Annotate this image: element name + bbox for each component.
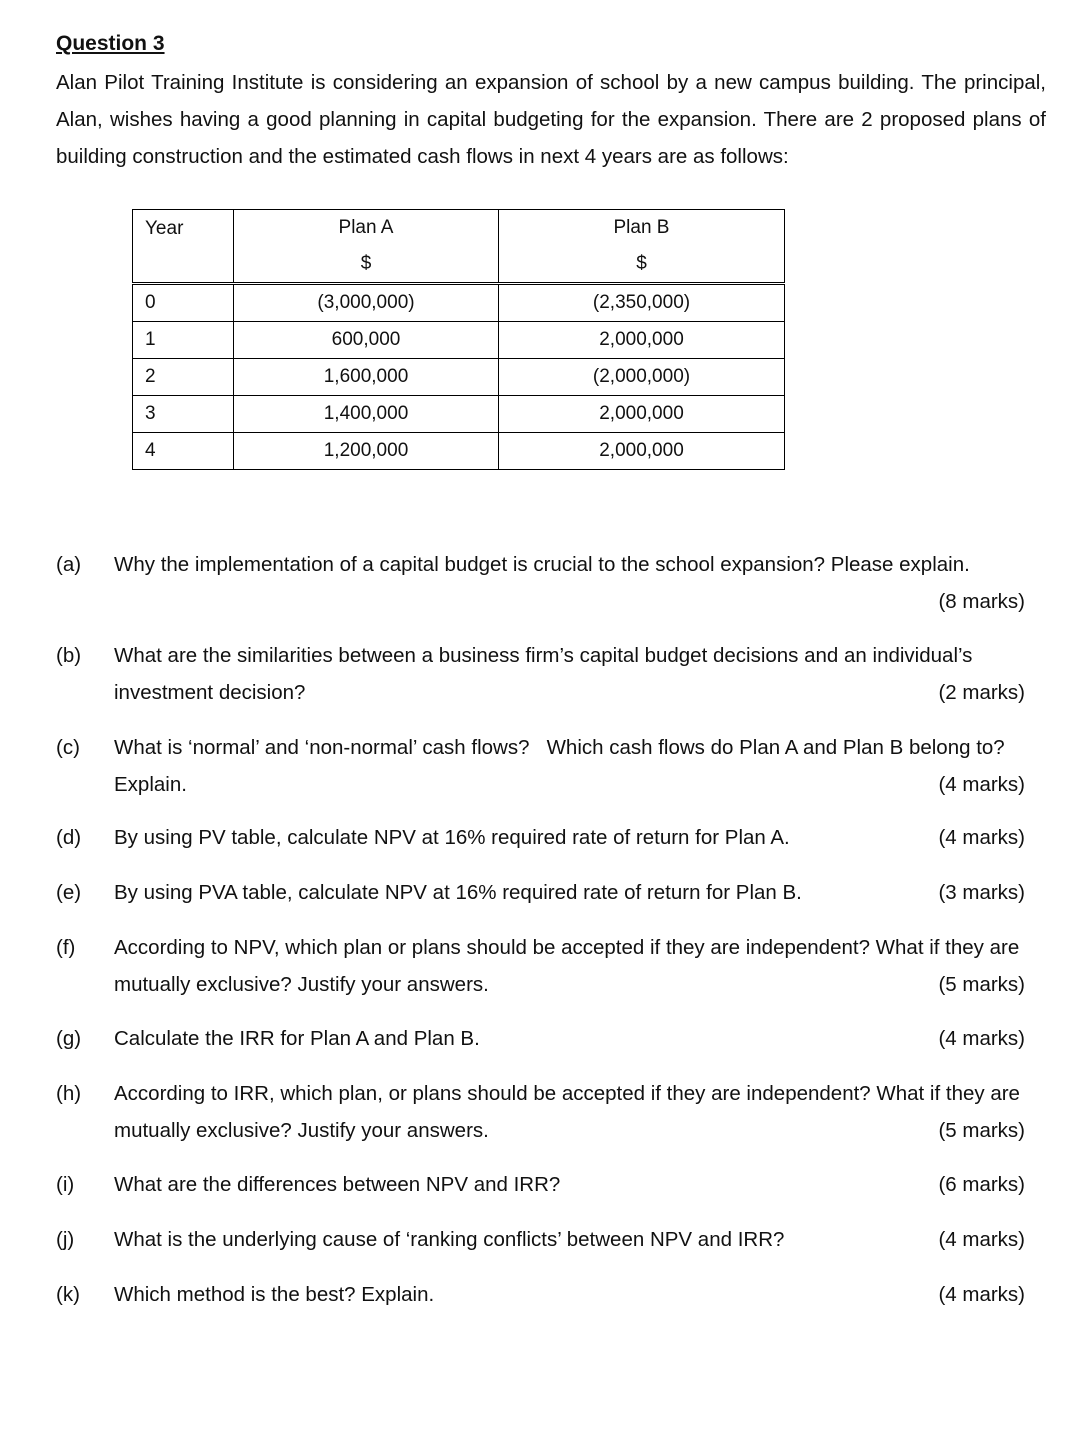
plan-a-cell: 1,200,000 (234, 433, 499, 470)
question-label: (j) (56, 1228, 75, 1251)
header-plan-b: Plan B (499, 210, 785, 247)
unit-plan-a: $ (234, 246, 499, 284)
question-item-b (56, 637, 1046, 711)
question-label: (f) (56, 936, 76, 959)
question-marks: (4 marks) (938, 1228, 1025, 1251)
question-text: Calculate the IRR for Plan A and Plan B. (114, 1027, 480, 1050)
question-marks: (6 marks) (938, 1173, 1025, 1196)
question-label: (c) (56, 736, 80, 759)
question-text: According to NPV, which plan or plans should be accepted if they are independent? What if they are mutually exclusive? Justify your answers. (114, 936, 1020, 996)
question-marks: (4 marks) (938, 773, 1025, 796)
plan-a-cell: 600,000 (234, 322, 499, 359)
question-label: (b) (56, 644, 82, 667)
plan-b-cell: (2,350,000) (499, 284, 785, 322)
table-row (133, 284, 785, 322)
question-label: (e) (56, 881, 82, 904)
question-marks: (2 marks) (938, 681, 1025, 704)
question-marks: (5 marks) (938, 1119, 1025, 1142)
question-item-d (56, 819, 1046, 856)
table-row (133, 322, 785, 359)
question-marks: (4 marks) (938, 1027, 1025, 1050)
plan-a-cell: (3,000,000) (234, 284, 499, 322)
question-label: (i) (56, 1173, 75, 1196)
question-text: Which method is the best? Explain. (114, 1283, 435, 1306)
question-label: (g) (56, 1027, 82, 1050)
question-item-h (56, 1075, 1046, 1149)
table-header-row (133, 210, 785, 247)
cash-flow-table (132, 209, 785, 470)
question-item-i (56, 1166, 1046, 1203)
question-text: Why the implementation of a capital budget is crucial to the school expansion? Please explain. (114, 553, 970, 576)
plan-b-cell: 2,000,000 (499, 396, 785, 433)
year-cell: 2 (133, 359, 234, 396)
question-text: According to IRR, which plan, or plans should be accepted if they are independent? What if they are mutually exclusive? Justify your answers. (114, 1082, 1020, 1142)
question-label: (a) (56, 553, 82, 576)
question-item-f (56, 929, 1046, 1003)
question-item-c (56, 729, 1046, 803)
question-marks: (4 marks) (938, 1283, 1025, 1306)
question-text: By using PV table, calculate NPV at 16% required rate of return for Plan A. (114, 826, 790, 849)
header-year: Year (133, 210, 234, 284)
question-text: What is ‘normal’ and ‘non-normal’ cash flows? Which cash flows do Plan A and Plan B belong to? Explain. (114, 736, 1011, 796)
plan-a-cell: 1,600,000 (234, 359, 499, 396)
year-cell: 1 (133, 322, 234, 359)
table-row (133, 359, 785, 396)
year-cell: 4 (133, 433, 234, 470)
plan-b-cell: 2,000,000 (499, 433, 785, 470)
table-row (133, 396, 785, 433)
year-cell: 0 (133, 284, 234, 322)
question-item-j (56, 1221, 1046, 1258)
plan-b-cell: 2,000,000 (499, 322, 785, 359)
question-label: (d) (56, 826, 82, 849)
question-label: (h) (56, 1082, 82, 1105)
header-plan-a: Plan A (234, 210, 499, 247)
question-marks: (5 marks) (938, 973, 1025, 996)
question-label: (k) (56, 1283, 80, 1306)
question-item-k (56, 1276, 1046, 1313)
question-text: What is the underlying cause of ‘ranking conflicts’ between NPV and IRR? (114, 1228, 785, 1251)
question-text: By using PVA table, calculate NPV at 16% required rate of return for Plan B. (114, 881, 802, 904)
question-item-g (56, 1020, 1046, 1057)
question-marks: (8 marks) (938, 590, 1025, 613)
question-marks: (3 marks) (938, 881, 1025, 904)
question-text: What are the similarities between a business firm’s capital budget decisions and an individual’s investment decision? (114, 644, 973, 704)
question-text: What are the differences between NPV and IRR? (114, 1173, 561, 1196)
plan-b-cell: (2,000,000) (499, 359, 785, 396)
question-marks: (4 marks) (938, 826, 1025, 849)
question-title: Question 3 (56, 32, 165, 55)
question-intro: Alan Pilot Training Institute is considering an expansion of school by a new campus building. The principal, Alan, wishes having a good planning in capital budgeting for the expansion. There are 2 proposed plans of building construction and the estimated cash flows in next 4 years are as follows: (56, 71, 1046, 168)
table-row (133, 433, 785, 470)
question-item-e (56, 874, 1046, 911)
year-cell: 3 (133, 396, 234, 433)
plan-a-cell: 1,400,000 (234, 396, 499, 433)
unit-plan-b: $ (499, 246, 785, 284)
question-item-a (56, 546, 1046, 620)
